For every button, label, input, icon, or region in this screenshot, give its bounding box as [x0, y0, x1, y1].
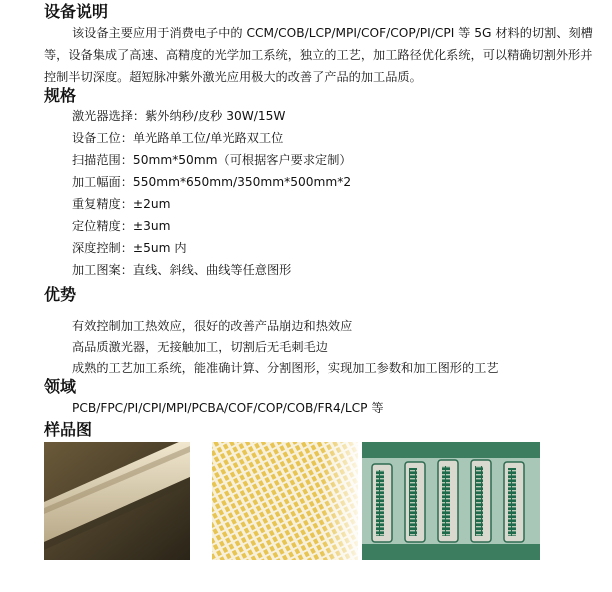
- spec-position-accuracy: 定位精度：±3um: [72, 219, 171, 233]
- spec-depth-control: 深度控制：±5um 内: [72, 241, 187, 255]
- sample-photo-yellow-grid: [212, 442, 358, 560]
- sample-photo-green-fpc: [362, 442, 540, 560]
- spec-repeat-accuracy: 重复精度：±2um: [72, 197, 171, 211]
- heading-advantages: 优势: [44, 285, 77, 304]
- description-text: 该设备主要应用于消费电子中的 CCM/COB/LCP/MPI/COF/COP/PI/CPI 等 5G 材料的切割、刻槽等，设备集成了高速、高精度的光学加工系统，独立的工艺，加工路径优化系统，可以精确切割外形并控制半切深度。超短脉冲紫外激光应用极大的改善了产品的加工品质。: [44, 26, 593, 84]
- fields-text: PCB/FPC/PI/CPI/MPI/PCBA/COF/COP/COB/FR4/LCP 等: [72, 401, 384, 415]
- advantage-item: 高品质激光器，无接触加工，切割后无毛刺毛边: [72, 340, 328, 354]
- spec-format: 加工幅面：550mm*650mm/350mm*500mm*2: [72, 175, 352, 189]
- sample-photo-cross-section: [44, 442, 190, 560]
- spec-station: 设备工位：单光路单工位/单光路双工位: [72, 131, 284, 145]
- advantage-item: 成熟的工艺加工系统，能准确计算、分割图形，实现加工参数和加工图形的工艺: [72, 361, 499, 375]
- spec-scan-range: 扫描范围：50mm*50mm（可根据客户要求定制）: [72, 153, 352, 167]
- description-paragraph: [44, 22, 600, 88]
- spec-pattern: 加工图案：直线、斜线、曲线等任意图形: [72, 263, 292, 277]
- heading-fields: 领域: [44, 377, 77, 396]
- spec-laser: 激光器选择：紫外纳秒/皮秒 30W/15W: [72, 109, 286, 123]
- heading-description: 设备说明: [44, 2, 109, 21]
- heading-specs: 规格: [44, 86, 77, 105]
- heading-samples: 样品图: [44, 420, 93, 439]
- advantage-item: 有效控制加工热效应，很好的改善产品崩边和热效应: [72, 319, 353, 333]
